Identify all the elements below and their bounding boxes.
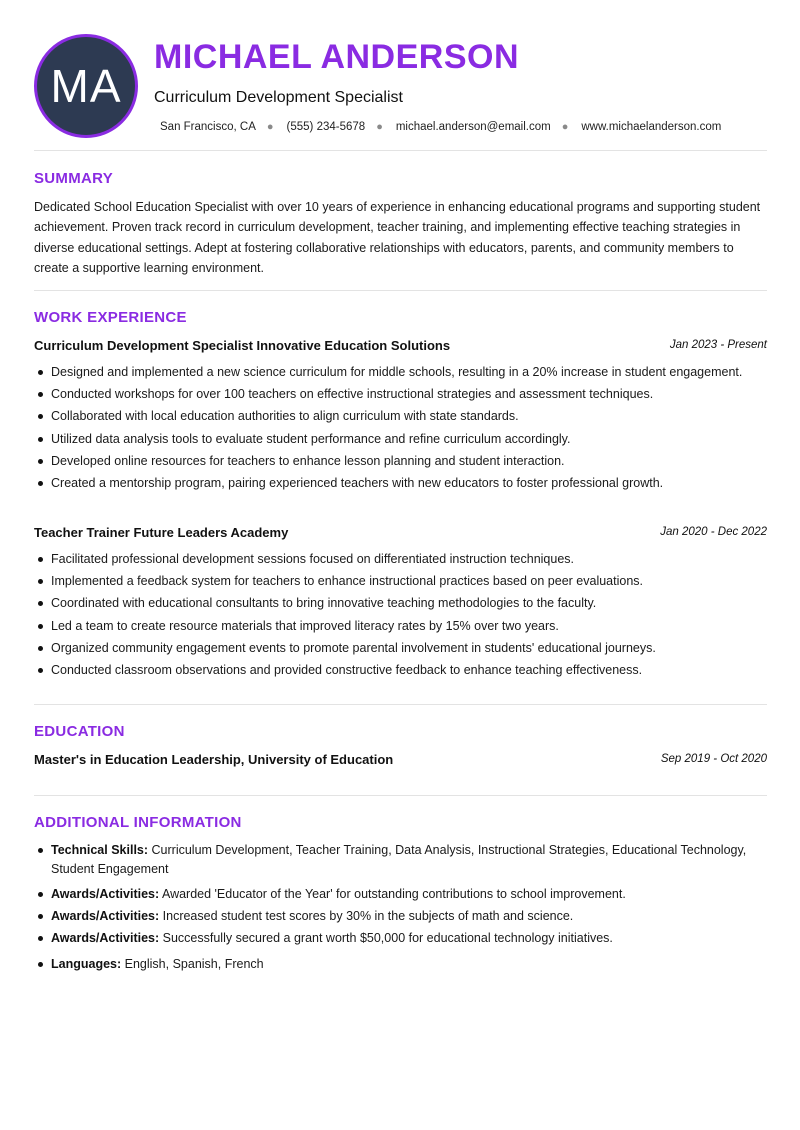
work-experience-heading: WORK EXPERIENCE (34, 309, 187, 326)
list-item (34, 841, 767, 878)
list-item: Collaborated with local education authorities to align curriculum with state standards. (34, 407, 767, 426)
item-text: Awarded 'Educator of the Year' for outstanding contributions to school improvement. (161, 887, 626, 901)
list-item: Conducted classroom observations and provided constructive feedback to enhance teaching effectiveness. (34, 661, 767, 680)
job-header (34, 525, 767, 543)
additional-info-list (34, 841, 767, 977)
list-item: Organized community engagement events to promote parental involvement in students' educational journeys. (34, 639, 767, 658)
education-heading: EDUCATION (34, 723, 125, 740)
summary-text: Dedicated School Education Specialist with over 10 years of experience in enhancing educational programs and supporting student achievement. Proven track record in curriculum development, teacher training, and implementing effective teaching strategies in diverse educational settings. Adept at fostering collaborative relationships with educators, parents, and community members to create a supportive learning environment. (34, 200, 761, 275)
list-item (34, 907, 767, 926)
item-label: Awards/Activities: (51, 887, 160, 901)
item-text: Curriculum Development, Teacher Training, Data Analysis, Instructional Strategies, Educational Technology, Student Engagement (51, 843, 747, 876)
item-label: Awards/Activities: (51, 909, 160, 924)
item-text: English, Spanish, French (124, 956, 264, 971)
candidate-name: MICHAEL ANDERSON (154, 38, 520, 76)
degree-date: Sep 2019 - Oct 2020 (660, 753, 767, 765)
list-item: Facilitated professional development sessions focused on differentiated instruction techniques. (34, 550, 767, 569)
separator-dot-icon: ● (376, 121, 383, 133)
item-text: Increased student test scores by 30% in the subjects of math and science. (162, 909, 574, 924)
divider (34, 704, 767, 705)
list-item (34, 955, 767, 974)
additional-info-heading: ADDITIONAL INFORMATION (34, 814, 242, 831)
job-title: Curriculum Development Specialist Innovative Education Solutions (34, 338, 451, 353)
contact-email[interactable]: michael.anderson@email.com (395, 121, 551, 133)
summary-heading: SUMMARY (34, 170, 114, 187)
contact-bar (160, 121, 721, 133)
contact-location: San Francisco, CA (160, 121, 256, 133)
list-item: Created a mentorship program, pairing experienced teachers with new educators to foster professional growth. (34, 474, 767, 493)
contact-website[interactable]: www.michaelanderson.com (581, 121, 722, 133)
avatar (34, 34, 138, 138)
job-bullets (34, 550, 767, 683)
job-date: Jan 2020 - Dec 2022 (660, 526, 767, 538)
divider (34, 290, 767, 291)
avatar-initials: MA (50, 60, 122, 112)
divider (34, 150, 767, 151)
job-title: Teacher Trainer Future Leaders Academy (34, 525, 289, 540)
item-text: Successfully secured a grant worth $50,000 for educational technology initiatives. (162, 931, 613, 946)
job-header (34, 338, 767, 356)
list-item: Coordinated with educational consultants to bring innovative teaching methodologies to the faculty. (34, 594, 767, 613)
item-label: Languages: (51, 956, 122, 971)
separator-dot-icon: ● (561, 121, 569, 133)
job-date: Jan 2023 - Present (669, 339, 767, 351)
separator-dot-icon: ● (266, 121, 274, 133)
list-item (34, 929, 767, 948)
candidate-role: Curriculum Development Specialist (154, 89, 403, 106)
resume-header (34, 34, 767, 138)
list-item (34, 885, 767, 904)
divider (34, 795, 767, 796)
contact-phone: (555) 234-5678 (286, 121, 366, 133)
list-item: Developed online resources for teachers to enhance lesson planning and student interaction. (34, 452, 767, 471)
list-item: Designed and implemented a new science curriculum for middle schools, resulting in a 20% increase in student engagement. (34, 363, 767, 382)
list-item: Implemented a feedback system for teachers to enhance instructional practices based on peer evaluations. (34, 572, 767, 591)
job-bullets (34, 363, 767, 496)
list-item: Conducted workshops for over 100 teachers on effective instructional strategies and assessment techniques. (34, 385, 767, 404)
list-item: Led a team to create resource materials that improved literacy rates by 15% over two years. (34, 617, 767, 636)
education-entry (34, 752, 767, 770)
list-item: Utilized data analysis tools to evaluate student performance and refine curriculum accordingly. (34, 430, 767, 449)
item-label: Awards/Activities: (51, 931, 160, 946)
degree-title: Master's in Education Leadership, University of Education (34, 752, 394, 767)
item-label: Technical Skills: (51, 843, 149, 857)
